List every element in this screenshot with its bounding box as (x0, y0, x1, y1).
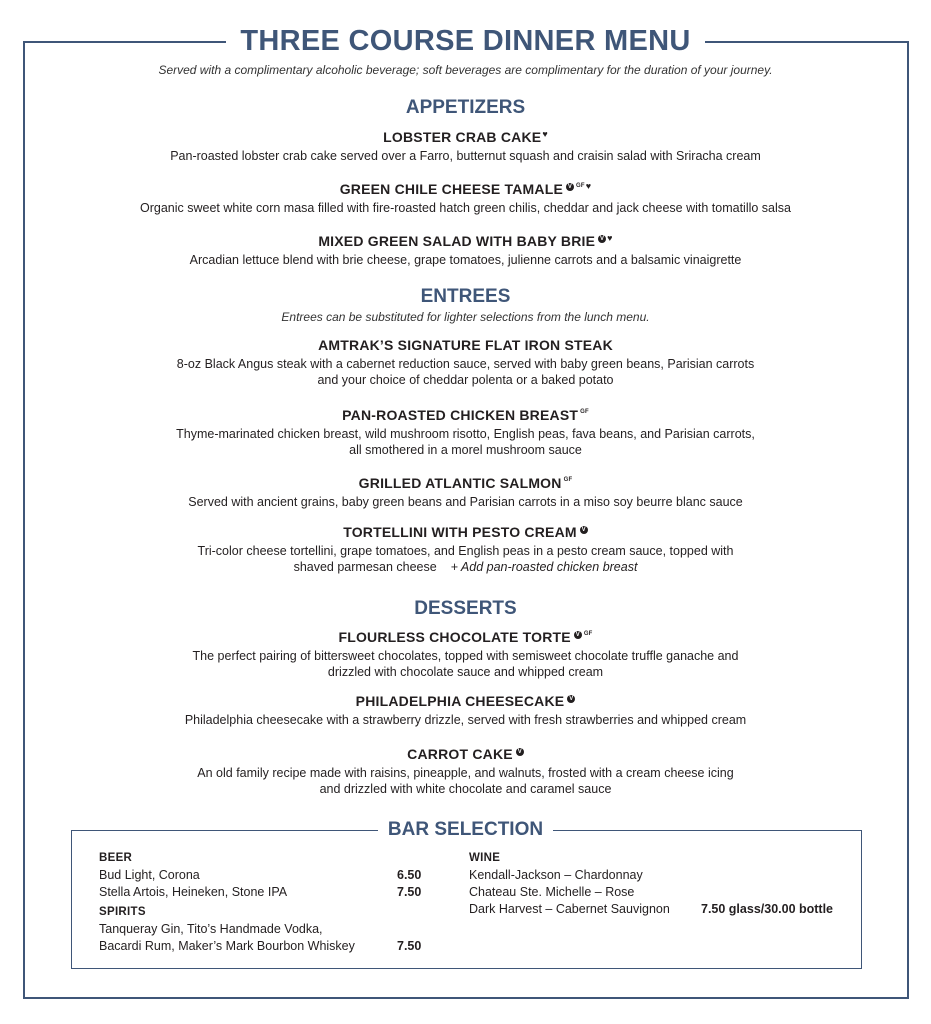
menu-title: THREE COURSE DINNER MENU (226, 24, 704, 58)
heart-healthy-icon: ♥ (585, 181, 592, 191)
gluten-free-icon: GF (563, 477, 573, 483)
menu-item (40, 471, 891, 510)
beer-price: 6.50 (397, 868, 422, 882)
entrees-note: Entrees can be substituted for lighter selections from the lunch menu. (281, 310, 650, 324)
item-name: AMTRAK’S SIGNATURE FLAT IRON STEAK (318, 337, 613, 353)
item-description: Tri-color cheese tortellini, grape tomatoes, and English peas in a pesto cream sauce, topped with shaved parmesan cheese + Add pan-roasted chicken breast (197, 544, 734, 574)
item-description: Thyme-marinated chicken breast, wild mushroom risotto, English peas, fava beans, and Parisian carrots, all smothered in a morel mushroom sauce (176, 427, 755, 457)
heart-healthy-icon: ♥ (607, 233, 613, 243)
section-heading-appetizers: APPETIZERS (405, 97, 526, 118)
section-heading-desserts: DESSERTS (414, 598, 517, 619)
vegetarian-icon: V (600, 236, 605, 242)
desserts-section (40, 598, 891, 620)
menu-item (40, 229, 891, 268)
bar-selection-heading: BAR SELECTION (378, 818, 553, 842)
item-description: Philadelphia cheesecake with a strawberry drizzle, served with fresh strawberries and whipped cream (184, 713, 747, 727)
menu-item (40, 625, 891, 680)
menu-item (40, 692, 891, 728)
vegetarian-icon: V (517, 749, 522, 755)
menu-item (40, 177, 891, 216)
item-name: PHILADELPHIA CHEESECAKE V (355, 693, 574, 709)
vegetarian-icon: V (581, 527, 586, 533)
menu-item (40, 336, 891, 388)
item-description: The perfect pairing of bittersweet chocolates, topped with semisweet chocolate truffle ganache and drizzled with chocolate sauce and whipped cream (192, 649, 739, 679)
beer-price: 7.50 (397, 885, 422, 899)
bar-left-column (99, 850, 429, 955)
item-name: LOBSTER CRAB CAKE♥ (383, 129, 548, 145)
vegetarian-icon: V (569, 696, 574, 702)
item-name: GRILLED ATLANTIC SALMON $^{GF}$ (358, 475, 573, 491)
spirits-price: 7.50 (397, 939, 422, 953)
gluten-free-icon: GF (583, 631, 593, 637)
wine-row: Chateau Ste. Michelle – Rose (469, 885, 635, 899)
bar-title-wrapper (0, 818, 931, 842)
item-name: MIXED GREEN SALAD WITH BABY BRIE V ♥ (318, 233, 613, 249)
item-description: Served with ancient grains, baby green beans and Parisian carrots in a miso soy beurre blanc sauce (188, 495, 743, 509)
item-name: PAN-ROASTED CHICKEN BREAST $^{GF}$ (342, 407, 589, 423)
item-description: 8-oz Black Angus steak with a cabernet reduction sauce, served with baby green beans, Parisian carrots and your choice of cheddar polenta or a baked potato (176, 357, 755, 387)
spirits-row: Tanqueray Gin, Tito’s Handmade Vodka, (99, 922, 323, 936)
vegetarian-icon: V (575, 632, 580, 638)
gluten-free-icon: GF (576, 183, 585, 189)
beer-row: Bud Light, Corona 6.50 (99, 868, 422, 882)
item-description: Arcadian lettuce blend with brie cheese, grape tomatoes, julienne carrots and a balsamic vinaigrette (189, 253, 742, 267)
wine-label: WINE (469, 852, 501, 864)
menu-subtitle: Served with a complimentary alcoholic beverage; soft beverages are complimentary for the duration of your journey. (158, 63, 773, 77)
wine-row: Kendall-Jackson – Chardonnay (469, 868, 643, 882)
heart-healthy-icon: ♥ (542, 129, 548, 139)
menu-item (40, 745, 891, 797)
appetizers-section (40, 97, 891, 119)
item-name: GREEN CHILE CHEESE TAMALE V $^{GF♥}$ (339, 181, 592, 197)
wine-price: 7.50 glass/30.00 bottle (701, 902, 834, 916)
item-name: CARROT CAKE V (407, 746, 522, 762)
item-name: FLOURLESS CHOCOLATE TORTE V $^{GF}$ (338, 629, 593, 645)
spirits-label: SPIRITS (99, 906, 146, 918)
bar-right-column (469, 850, 849, 918)
spirits-row: Bacardi Rum, Maker’s Mark Bourbon Whiskey 7.50 (99, 939, 422, 953)
item-description: An old family recipe made with raisins, pineapple, and walnuts, frosted with a cream cheese icing and drizzled with white chocolate and caramel sauce (197, 766, 734, 796)
beer-row: Stella Artois, Heineken, Stone IPA 7.50 (99, 885, 422, 899)
menu-item (40, 523, 891, 575)
add-on-note: + Add pan-roasted chicken breast (450, 560, 638, 574)
menu-title-wrapper (0, 24, 931, 58)
menu-item (40, 403, 891, 458)
item-name: TORTELLINI WITH PESTO CREAM V (343, 524, 586, 540)
beer-label: BEER (99, 852, 133, 864)
menu-item (40, 125, 891, 164)
wine-row: Dark Harvest – Cabernet Sauvignon 7.50 glass/30.00 bottle (469, 902, 834, 916)
entrees-section (40, 286, 891, 325)
vegetarian-icon: V (567, 184, 573, 190)
item-description: Organic sweet white corn masa filled with fire-roasted hatch green chilis, cheddar and jack cheese with tomatillo salsa (139, 201, 791, 215)
item-description: Pan-roasted lobster crab cake served over a Farro, butternut squash and craisin salad with Sriracha cream (170, 149, 761, 163)
section-heading-entrees: ENTREES (420, 286, 511, 307)
gluten-free-icon: GF (580, 409, 589, 415)
